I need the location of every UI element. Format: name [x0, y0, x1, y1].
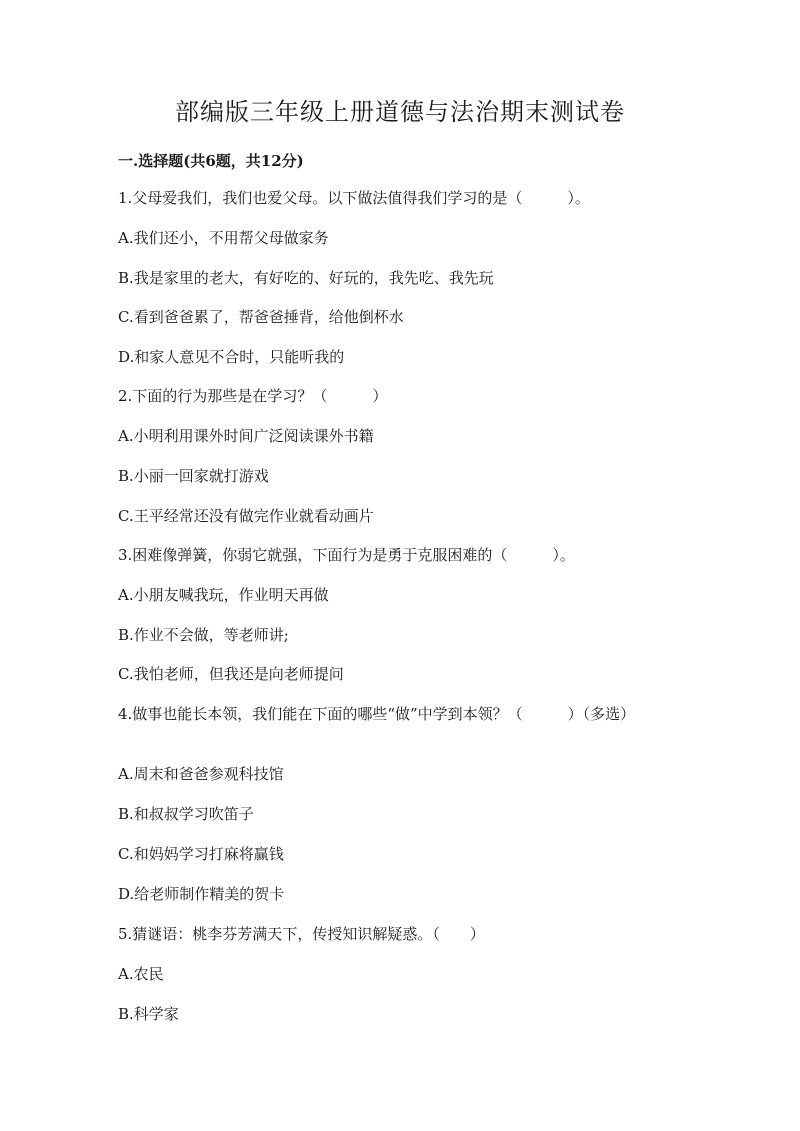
question-1-option-a: A.我们还小，不用帮父母做家务: [118, 229, 329, 247]
question-3-option-c: C.我怕老师，但我还是向老师提问: [118, 665, 344, 683]
question-2-option-c: C.王平经常还没有做完作业就看动画片: [118, 507, 374, 525]
question-2-option-a: A.小明利用课外时间广泛阅读课外书籍: [118, 427, 374, 445]
question-1-option-c: C.看到爸爸累了，帮爸爸捶背，给他倒杯水: [118, 308, 404, 326]
question-2-option-b: B.小丽一回家就打游戏: [118, 467, 269, 485]
question-1-option-d: D.和家人意见不合时，只能听我的: [118, 348, 345, 366]
question-2-stem: 2.下面的行为那些是在学习？（ ）: [118, 387, 388, 405]
question-4-option-b: B.和叔叔学习吹笛子: [118, 805, 254, 823]
question-1-stem: 1.父母爱我们，我们也爱父母。以下做法值得我们学习的是（ ）。: [118, 189, 590, 207]
question-5-stem: 5.猜谜语：桃李芬芳满天下，传授知识解疑惑。（ ）: [118, 925, 485, 943]
question-3-option-b: B.作业不会做，等老师讲;: [118, 626, 289, 644]
question-4-option-a: A.周末和爸爸参观科技馆: [118, 765, 284, 783]
question-4-option-c: C.和妈妈学习打麻将赢钱: [118, 845, 284, 863]
question-3-option-a: A.小朋友喊我玩，作业明天再做: [118, 586, 329, 604]
question-5-option-b: B.科学家: [118, 1005, 179, 1023]
question-3-stem: 3.困难像弹簧，你弱它就强，下面行为是勇于克服困难的（ ）。: [118, 546, 575, 564]
page-title: 部编版三年级上册道德与法治期末测试卷: [175, 98, 625, 126]
section-header: 一.选择题(共6题，共12分): [118, 152, 304, 170]
question-5-option-a: A.农民: [118, 965, 164, 983]
question-4-stem: 4.做事也能长本领，我们能在下面的哪些“做”中学到本领？（ ）（多选）: [118, 705, 636, 723]
question-4-option-d: D.给老师制作精美的贺卡: [118, 885, 285, 903]
question-1-option-b: B.我是家里的老大，有好吃的、好玩的，我先吃、我先玩: [118, 269, 494, 287]
